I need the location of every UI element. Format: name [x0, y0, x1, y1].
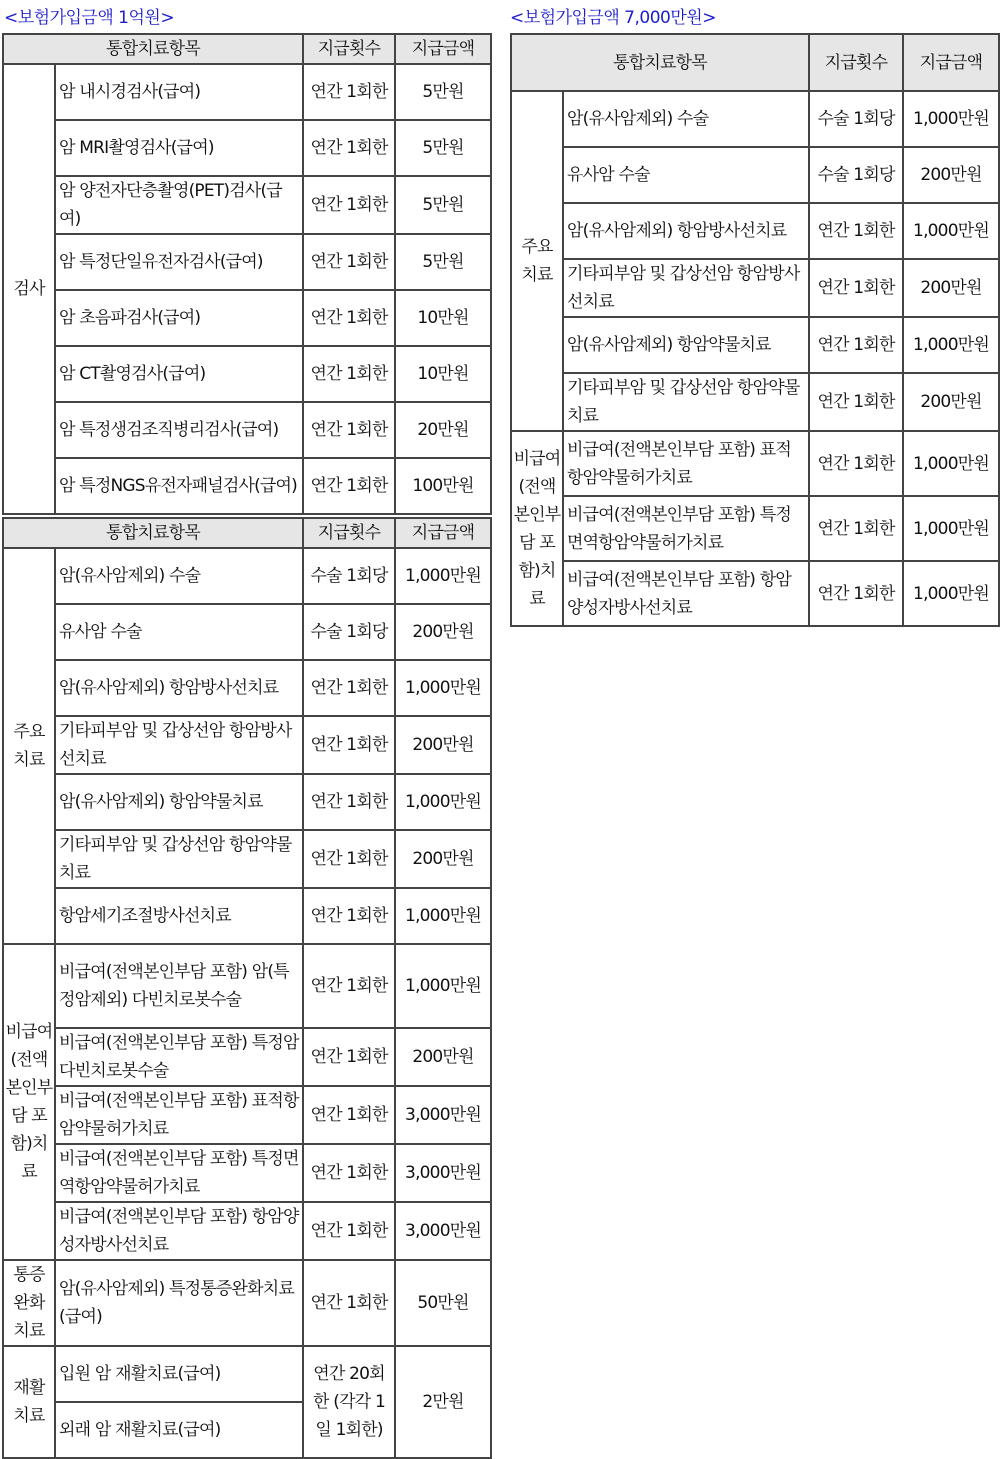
- category-cell: 주요 치료: [511, 91, 563, 431]
- amount-cell: 1,000만원: [395, 774, 491, 830]
- table-row: [3, 548, 491, 604]
- item-cell: 암 CT촬영검사(급여): [55, 346, 303, 402]
- amount-cell: 1,000만원: [395, 944, 491, 1028]
- amount-cell: 3,000만원: [395, 1144, 491, 1202]
- amount-cell: 50만원: [395, 1260, 491, 1346]
- count-cell: 연간 1회한: [303, 830, 395, 888]
- header-amount: 지급금액: [395, 34, 491, 64]
- item-cell: 암(유사암제외) 항암약물치료: [55, 774, 303, 830]
- item-cell: 비급여(전액본인부담 포함) 특정암 다빈치로봇수술: [55, 1028, 303, 1086]
- table-row: [511, 431, 999, 496]
- count-cell: 수술 1회당: [809, 147, 903, 203]
- count-cell: 연간 1회한: [303, 1086, 395, 1144]
- amount-cell: 200만원: [903, 373, 999, 431]
- item-cell: 암(유사암제외) 항암방사선치료: [55, 660, 303, 716]
- item-cell: 비급여(전액본인부담 포함) 항암양성자방사선치료: [563, 561, 809, 626]
- amount-cell: 1,000만원: [903, 91, 999, 147]
- table-row: [511, 496, 999, 561]
- header-item: 통합치료항목: [3, 518, 303, 548]
- item-cell: 암 양전자단층촬영(PET)검사(급여): [55, 176, 303, 234]
- amount-cell: 3,000만원: [395, 1086, 491, 1144]
- table-row: [511, 259, 999, 317]
- item-cell: 암 특정생검조직병리검사(급여): [55, 402, 303, 458]
- table-row: [3, 944, 491, 1028]
- amount-cell: 1,000만원: [903, 561, 999, 626]
- table-row: [3, 1028, 491, 1086]
- amount-cell: 200만원: [395, 716, 491, 774]
- caption-left: <보험가입금액 1억원>: [4, 8, 175, 28]
- category-cell: 검사: [3, 64, 55, 514]
- table-row: [3, 830, 491, 888]
- table-row: [3, 774, 491, 830]
- amount-cell: 1,000만원: [903, 496, 999, 561]
- exam-table: [2, 33, 492, 515]
- count-cell: 연간 1회한: [303, 120, 395, 176]
- count-cell: 연간 1회한: [303, 290, 395, 346]
- item-cell: 암(유사암제외) 수술: [563, 91, 809, 147]
- table-row: [3, 1144, 491, 1202]
- amount-cell: 200만원: [395, 1028, 491, 1086]
- amount-cell: 100만원: [395, 458, 491, 514]
- item-cell: 비급여(전액본인부담 포함) 특정면역항암약물허가치료: [55, 1144, 303, 1202]
- count-cell: 연간 1회한: [809, 373, 903, 431]
- table-row: [3, 120, 491, 176]
- header-amount: 지급금액: [903, 34, 999, 91]
- item-cell: 입원 암 재활치료(급여): [55, 1346, 303, 1402]
- item-cell: 비급여(전액본인부담 포함) 표적항암약물허가치료: [563, 431, 809, 496]
- count-cell: 연간 1회한: [303, 1202, 395, 1260]
- item-cell: 암(유사암제외) 항암방사선치료: [563, 203, 809, 259]
- amount-cell: 5만원: [395, 234, 491, 290]
- category-cell: 재활 치료: [3, 1346, 55, 1458]
- table-header-row: [3, 518, 491, 548]
- table-row: [3, 716, 491, 774]
- amount-cell: 5만원: [395, 120, 491, 176]
- treatment-table-70m: [510, 33, 1000, 627]
- table-row: [511, 561, 999, 626]
- amount-cell: 1,000만원: [395, 660, 491, 716]
- count-cell: 연간 1회한: [303, 176, 395, 234]
- caption-right: <보험가입금액 7,000만원>: [510, 8, 716, 28]
- amount-cell: 200만원: [903, 259, 999, 317]
- count-cell: 연간 1회한: [809, 431, 903, 496]
- table-row: [3, 402, 491, 458]
- header-item: 통합치료항목: [511, 34, 809, 91]
- count-cell: 연간 1회한: [303, 888, 395, 944]
- table-row: [3, 290, 491, 346]
- amount-cell: 200만원: [395, 830, 491, 888]
- table-row: [511, 373, 999, 431]
- table-row: [3, 660, 491, 716]
- header-item: 통합치료항목: [3, 34, 303, 64]
- table-row: [3, 234, 491, 290]
- table-row: [3, 1346, 491, 1402]
- item-cell: 항암세기조절방사선치료: [55, 888, 303, 944]
- table-row: [3, 888, 491, 944]
- amount-cell: 5만원: [395, 176, 491, 234]
- header-count: 지급횟수: [303, 518, 395, 548]
- item-cell: 비급여(전액본인부담 포함) 특정면역항암약물허가치료: [563, 496, 809, 561]
- count-cell: 연간 1회한: [809, 259, 903, 317]
- item-cell: 암 특정단일유전자검사(급여): [55, 234, 303, 290]
- item-cell: 암 내시경검사(급여): [55, 64, 303, 120]
- amount-cell: 5만원: [395, 64, 491, 120]
- table-row: [3, 1086, 491, 1144]
- table-header-row: [3, 34, 491, 64]
- table-row: [511, 91, 999, 147]
- item-cell: 암 특정NGS유전자패널검사(급여): [55, 458, 303, 514]
- count-cell: 연간 1회한: [303, 346, 395, 402]
- item-cell: 기타피부암 및 갑상선암 항암방사선치료: [563, 259, 809, 317]
- amount-cell: 10만원: [395, 346, 491, 402]
- count-cell: 연간 20회한 (각각 1일 1회한): [303, 1346, 395, 1458]
- amount-cell: 20만원: [395, 402, 491, 458]
- category-cell: 비급여(전액본인부담 포함)치료: [511, 431, 563, 626]
- item-cell: 기타피부암 및 갑상선암 항암약물치료: [563, 373, 809, 431]
- category-cell: 주요 치료: [3, 548, 55, 944]
- item-cell: 암 MRI촬영검사(급여): [55, 120, 303, 176]
- count-cell: 연간 1회한: [303, 774, 395, 830]
- amount-cell: 1,000만원: [903, 431, 999, 496]
- item-cell: 비급여(전액본인부담 포함) 항암양성자방사선치료: [55, 1202, 303, 1260]
- header-amount: 지급금액: [395, 518, 491, 548]
- count-cell: 연간 1회한: [303, 402, 395, 458]
- amount-cell: 1,000만원: [395, 548, 491, 604]
- count-cell: 수술 1회당: [809, 91, 903, 147]
- item-cell: 암(유사암제외) 특정통증완화치료(급여): [55, 1260, 303, 1346]
- amount-cell: 10만원: [395, 290, 491, 346]
- table-row: [3, 346, 491, 402]
- count-cell: 연간 1회한: [303, 458, 395, 514]
- table-row: [3, 176, 491, 234]
- amount-cell: 2만원: [395, 1346, 491, 1458]
- table-row: [511, 203, 999, 259]
- category-cell: 통증 완화 치료: [3, 1260, 55, 1346]
- table-row: [3, 64, 491, 120]
- count-cell: 연간 1회한: [809, 317, 903, 373]
- category-cell: 비급여(전액본인부담 포함)치료: [3, 944, 55, 1260]
- table-row: [511, 317, 999, 373]
- item-cell: 암 초음파검사(급여): [55, 290, 303, 346]
- table-row: [3, 1260, 491, 1346]
- table-row: [511, 147, 999, 203]
- amount-cell: 3,000만원: [395, 1202, 491, 1260]
- item-cell: 외래 암 재활치료(급여): [55, 1402, 303, 1458]
- count-cell: 연간 1회한: [809, 203, 903, 259]
- header-count: 지급횟수: [809, 34, 903, 91]
- treatment-table-100m: [2, 517, 492, 1459]
- item-cell: 기타피부암 및 갑상선암 항암방사선치료: [55, 716, 303, 774]
- amount-cell: 200만원: [395, 604, 491, 660]
- count-cell: 연간 1회한: [303, 1144, 395, 1202]
- item-cell: 암(유사암제외) 수술: [55, 548, 303, 604]
- amount-cell: 1,000만원: [395, 888, 491, 944]
- count-cell: 수술 1회당: [303, 604, 395, 660]
- table-row: [3, 604, 491, 660]
- count-cell: 연간 1회한: [303, 716, 395, 774]
- count-cell: 연간 1회한: [303, 64, 395, 120]
- amount-cell: 200만원: [903, 147, 999, 203]
- item-cell: 유사암 수술: [563, 147, 809, 203]
- amount-cell: 1,000만원: [903, 203, 999, 259]
- item-cell: 비급여(전액본인부담 포함) 표적항암약물허가치료: [55, 1086, 303, 1144]
- count-cell: 연간 1회한: [303, 944, 395, 1028]
- count-cell: 수술 1회당: [303, 548, 395, 604]
- count-cell: 연간 1회한: [809, 496, 903, 561]
- table-row: [3, 1202, 491, 1260]
- count-cell: 연간 1회한: [303, 1260, 395, 1346]
- count-cell: 연간 1회한: [303, 234, 395, 290]
- count-cell: 연간 1회한: [303, 1028, 395, 1086]
- item-cell: 유사암 수술: [55, 604, 303, 660]
- count-cell: 연간 1회한: [303, 660, 395, 716]
- header-count: 지급횟수: [303, 34, 395, 64]
- item-cell: 기타피부암 및 갑상선암 항암약물치료: [55, 830, 303, 888]
- table-row: [3, 458, 491, 514]
- amount-cell: 1,000만원: [903, 317, 999, 373]
- item-cell: 비급여(전액본인부담 포함) 암(특정암제외) 다빈치로봇수술: [55, 944, 303, 1028]
- item-cell: 암(유사암제외) 항암약물치료: [563, 317, 809, 373]
- table-header-row: [511, 34, 999, 91]
- count-cell: 연간 1회한: [809, 561, 903, 626]
